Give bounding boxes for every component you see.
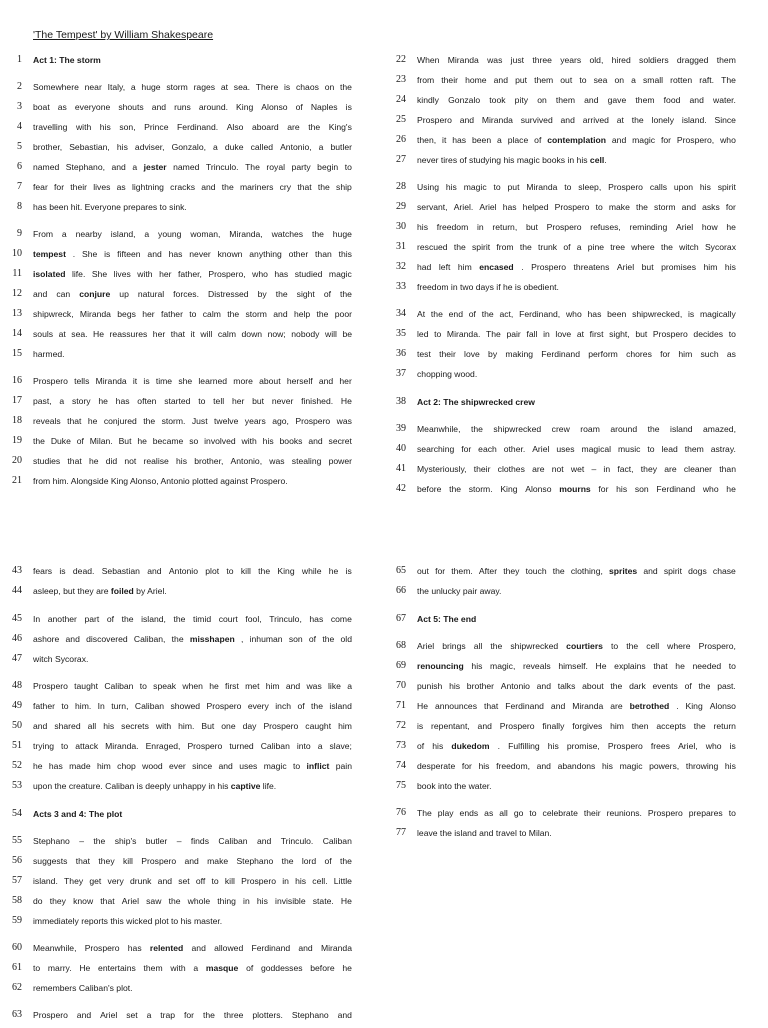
text-line xyxy=(0,1008,352,1028)
text-line xyxy=(0,679,352,699)
text-line xyxy=(0,759,352,779)
line-number: 63 xyxy=(12,1009,22,1020)
line-number: 21 xyxy=(12,475,22,486)
line-text: brother, Sebastian, his adviser, Gonzalo, a duke called Antonio, a butler xyxy=(33,142,352,152)
line-number: 33 xyxy=(396,281,406,292)
line-text: the Duke of Milan. But he became so involved with his books and secret xyxy=(33,436,352,446)
line-text: upon the creature. Caliban is deeply unhappy in his captive life. xyxy=(33,781,277,791)
line-number: 22 xyxy=(396,54,406,65)
line-text: Ariel brings all the shipwrecked courtiers to the cell where Prospero, xyxy=(417,641,736,651)
line-number: 77 xyxy=(396,827,406,838)
line-text: isolated life. She lives with her father, Prospero, who has studied magic xyxy=(33,269,352,279)
line-text: the unlucky pair away. xyxy=(417,586,502,596)
line-number: 52 xyxy=(12,760,22,771)
line-text: before the storm. King Alonso mourns for his son Ferdinand who he xyxy=(417,484,736,494)
line-text: never tires of studying his magic books in his cell. xyxy=(417,155,607,165)
text-line xyxy=(0,739,352,759)
line-text: witch Sycorax. xyxy=(33,654,89,664)
line-number: 40 xyxy=(396,443,406,454)
line-number: 72 xyxy=(396,720,406,731)
text-line xyxy=(0,632,352,652)
line-number: 73 xyxy=(396,740,406,751)
line-text: trying to attack Miranda. Enraged, Prospero turned Caliban into a slave; xyxy=(33,741,352,751)
line-text: to marry. He entertains them with a masque of goddesses before he xyxy=(33,963,352,973)
line-text: test their love by making Ferdinand perform chores for him such as xyxy=(417,349,736,359)
line-text: then, it has been a place of contemplation and magic for Prospero, who xyxy=(417,135,736,145)
line-text: from him. Alongside King Alonso, Antonio plotted against Prospero. xyxy=(33,476,288,486)
line-number: 45 xyxy=(12,613,22,624)
line-text: At the end of the act, Ferdinand, who has been shipwrecked, is magically xyxy=(417,309,736,319)
text-line xyxy=(0,874,352,894)
line-number: 65 xyxy=(396,565,406,576)
line-number: 15 xyxy=(12,348,22,359)
text-line xyxy=(384,564,736,584)
line-text: Prospero and Miranda survived and arrived at the lonely island. Since xyxy=(417,115,736,125)
text-line xyxy=(384,679,736,699)
line-number: 26 xyxy=(396,134,406,145)
text-line xyxy=(0,961,352,981)
text-line xyxy=(0,981,352,1001)
line-number: 76 xyxy=(396,807,406,818)
line-number: 35 xyxy=(396,328,406,339)
line-number: 6 xyxy=(17,161,22,172)
line-number: 38 xyxy=(396,396,406,407)
line-text: In another part of the island, the timid court fool, Trinculo, has come xyxy=(33,614,352,624)
line-number: 19 xyxy=(12,435,22,446)
line-number: 27 xyxy=(396,154,406,165)
line-number: 28 xyxy=(396,181,406,192)
text-line xyxy=(0,699,352,719)
line-number: 48 xyxy=(12,680,22,691)
line-text: out for them. After they touch the clothing, sprites and spirit dogs chase xyxy=(417,566,736,576)
line-text: punish his brother Antonio and talks about the dark events of the past. xyxy=(417,681,736,691)
text-line xyxy=(0,941,352,961)
text-line xyxy=(0,779,352,799)
line-number: 50 xyxy=(12,720,22,731)
line-text: shipwreck, Miranda begs her father to calm the storm and help the poor xyxy=(33,309,352,319)
line-text: reveals that he conjured the storm. Just twelve years ago, Prospero was xyxy=(33,416,352,426)
line-number: 2 xyxy=(17,81,22,92)
line-number: 30 xyxy=(396,221,406,232)
line-number: 56 xyxy=(12,855,22,866)
line-text: Act 2: The shipwrecked crew xyxy=(417,397,535,407)
line-text: Using his magic to put Miranda to sleep, Prospero calls upon his spirit xyxy=(417,182,736,192)
line-number: 31 xyxy=(396,241,406,252)
line-text: had left him encased . Prospero threatens Ariel but promises him his xyxy=(417,262,736,272)
line-text: asleep, but they are foiled by Ariel. xyxy=(33,586,167,596)
page2-left-column xyxy=(0,0,352,1024)
line-text: immediately reports this wicked plot to his master. xyxy=(33,916,223,926)
line-text: past, a story he has often started to tell her but never finished. He xyxy=(33,396,352,406)
line-number: 36 xyxy=(396,348,406,359)
line-text: fears is dead. Sebastian and Antonio plot to kill the King while he is xyxy=(33,566,352,576)
line-number: 71 xyxy=(396,700,406,711)
line-number: 68 xyxy=(396,640,406,651)
line-number: 55 xyxy=(12,835,22,846)
page2-right-column xyxy=(384,0,736,1024)
text-line xyxy=(384,584,736,604)
text-line xyxy=(384,779,736,799)
line-number: 75 xyxy=(396,780,406,791)
line-text: freedom in two days if he is obedient. xyxy=(417,282,559,292)
text-line xyxy=(384,806,736,826)
line-text: ashore and discovered Caliban, the misshapen , inhuman son of the old xyxy=(33,634,352,644)
line-number: 25 xyxy=(396,114,406,125)
line-text: island. They get very drunk and set off to kill Prospero in his cell. Little xyxy=(33,876,352,886)
line-text: and shared all his secrets with him. But one day Prospero caught him xyxy=(33,721,352,731)
text-line xyxy=(384,759,736,779)
line-number: 32 xyxy=(396,261,406,272)
document-title: 'The Tempest' by William Shakespeare xyxy=(33,29,214,41)
line-text: suggests that they kill Prospero and make Stephano the lord of the xyxy=(33,856,352,866)
text-line xyxy=(0,834,352,854)
line-number: 53 xyxy=(12,780,22,791)
line-number: 54 xyxy=(12,808,22,819)
line-number: 5 xyxy=(17,141,22,152)
line-text: father to him. In turn, Caliban showed Prospero every inch of the island xyxy=(33,701,352,711)
line-number: 11 xyxy=(12,268,22,279)
line-number: 1 xyxy=(17,54,22,65)
text-line xyxy=(384,719,736,739)
text-line xyxy=(384,699,736,719)
section-heading xyxy=(0,807,352,827)
line-text: souls at sea. He reassures her that it will calm down now; nobody will be xyxy=(33,329,352,339)
line-number: 43 xyxy=(12,565,22,576)
line-number: 14 xyxy=(12,328,22,339)
line-number: 13 xyxy=(12,308,22,319)
line-text: desperate for his freedom, and abandons his magic powers, throwing his xyxy=(417,761,736,771)
line-text: He announces that Ferdinand and Miranda are betrothed . King Alonso xyxy=(417,701,736,711)
line-text: When Miranda was just three years old, hired soldiers dragged them xyxy=(417,55,736,65)
line-text: renouncing his magic, reveals himself. He explains that he needed to xyxy=(417,661,736,671)
line-text: travelling with his son, Prince Ferdinand. Also aboard are the King's xyxy=(33,122,352,132)
line-number: 4 xyxy=(17,121,22,132)
line-number: 66 xyxy=(396,585,406,596)
line-number: 9 xyxy=(17,228,22,239)
line-text: Somewhere near Italy, a huge storm rages at sea. There is chaos on the xyxy=(33,82,352,92)
line-number: 47 xyxy=(12,653,22,664)
text-line xyxy=(0,894,352,914)
line-number: 34 xyxy=(396,308,406,319)
text-line xyxy=(0,652,352,672)
line-text: The play ends as all go to celebrate their reunions. Prospero prepares to xyxy=(417,808,736,818)
line-text: do they know that Ariel saw the whole thing in his invisible state. He xyxy=(33,896,352,906)
line-number: 16 xyxy=(12,375,22,386)
line-number: 67 xyxy=(396,613,406,624)
line-text: studies that he did not realise his brother, Antonio, was stealing power xyxy=(33,456,352,466)
line-text: has been hit. Everyone prepares to sink. xyxy=(33,202,187,212)
line-text: leave the island and travel to Milan. xyxy=(417,828,552,838)
line-number: 8 xyxy=(17,201,22,212)
line-number: 18 xyxy=(12,415,22,426)
line-number: 60 xyxy=(12,942,22,953)
line-text: Prospero and Ariel set a trap for the three plotters. Stephano and xyxy=(33,1010,352,1020)
line-text: and can conjure up natural forces. Distressed by the sight of the xyxy=(33,289,352,299)
line-text: servant, Ariel. Ariel has helped Prospero to make the storm and asks for xyxy=(417,202,736,212)
line-text: book into the water. xyxy=(417,781,492,791)
text-line xyxy=(384,639,736,659)
line-number: 20 xyxy=(12,455,22,466)
line-text: chopping wood. xyxy=(417,369,478,379)
line-text: of his dukedom . Fulfilling his promise, Prospero frees Ariel, who is xyxy=(417,741,736,751)
line-text: named Stephano, and a jester named Trinculo. The royal party begin to xyxy=(33,162,352,172)
line-text: led to Miranda. The pair fall in love at first sight, but Prospero decides to xyxy=(417,329,736,339)
line-number: 61 xyxy=(12,962,22,973)
text-line xyxy=(0,584,352,604)
line-text: boat as everyone shouts and runs around. King Alonso of Naples is xyxy=(33,102,352,112)
line-number: 44 xyxy=(12,585,22,596)
line-text: harmed. xyxy=(33,349,65,359)
line-text: Prospero tells Miranda it is time she learned more about herself and her xyxy=(33,376,352,386)
line-number: 58 xyxy=(12,895,22,906)
line-text: his freedom in return, but Prospero refuses, reminding Ariel how he xyxy=(417,222,736,232)
line-text: tempest . She is fifteen and has never known anything other than this xyxy=(33,249,352,259)
line-number: 49 xyxy=(12,700,22,711)
line-number: 42 xyxy=(396,483,406,494)
line-number: 69 xyxy=(396,660,406,671)
line-text: Meanwhile, the shipwrecked crew roam around the island amazed, xyxy=(417,424,736,434)
line-number: 7 xyxy=(17,181,22,192)
line-text: Prospero taught Caliban to speak when he first met him and was like a xyxy=(33,681,352,691)
text-line xyxy=(0,564,352,584)
text-line xyxy=(0,612,352,632)
line-number: 24 xyxy=(396,94,406,105)
line-number: 70 xyxy=(396,680,406,691)
line-text: From a nearby island, a young woman, Miranda, watches the huge xyxy=(33,229,352,239)
line-text: Acts 3 and 4: The plot xyxy=(33,809,123,819)
line-number: 74 xyxy=(396,760,406,771)
line-number: 39 xyxy=(396,423,406,434)
line-text: fear for their lives as lightning cracks and the mariners cry that the ship xyxy=(33,182,352,192)
line-text: from their home and put them out to sea on a small rotten raft. The xyxy=(417,75,736,85)
line-text: remembers Caliban's plot. xyxy=(33,983,133,993)
line-text: he has made him chop wood ever since and uses magic to inflict pain xyxy=(33,761,352,771)
line-text: kindly Gonzalo took pity on them and gave them food and water. xyxy=(417,95,736,105)
line-number: 29 xyxy=(396,201,406,212)
section-heading xyxy=(384,612,736,632)
line-number: 57 xyxy=(12,875,22,886)
text-line xyxy=(384,659,736,679)
line-number: 10 xyxy=(12,248,22,259)
line-number: 37 xyxy=(396,368,406,379)
text-line xyxy=(0,854,352,874)
line-text: Mysteriously, their clothes are not wet – in fact, they are cleaner than xyxy=(417,464,736,474)
line-number: 3 xyxy=(17,101,22,112)
line-text: rescued the spirit from the trunk of a pine tree where the witch Sycorax xyxy=(417,242,736,252)
line-text: Stephano – the ship's butler – finds Caliban and Trinculo. Caliban xyxy=(33,836,352,846)
text-line xyxy=(384,826,736,846)
line-number: 12 xyxy=(12,288,22,299)
line-number: 62 xyxy=(12,982,22,993)
line-number: 23 xyxy=(396,74,406,85)
line-text: searching for each other. Ariel uses magical music to lead them astray. xyxy=(417,444,736,454)
text-line xyxy=(384,739,736,759)
line-number: 46 xyxy=(12,633,22,644)
line-number: 17 xyxy=(12,395,22,406)
line-text: Meanwhile, Prospero has relented and allowed Ferdinand and Miranda xyxy=(33,943,352,953)
line-number: 41 xyxy=(396,463,406,474)
text-line xyxy=(0,719,352,739)
text-line xyxy=(0,914,352,934)
line-text: Act 1: The storm xyxy=(33,55,101,65)
line-number: 51 xyxy=(12,740,22,751)
line-text: is repentant, and Prospero finally forgives him then accepts the return xyxy=(417,721,736,731)
line-text: Act 5: The end xyxy=(417,614,477,624)
line-number: 59 xyxy=(12,915,22,926)
